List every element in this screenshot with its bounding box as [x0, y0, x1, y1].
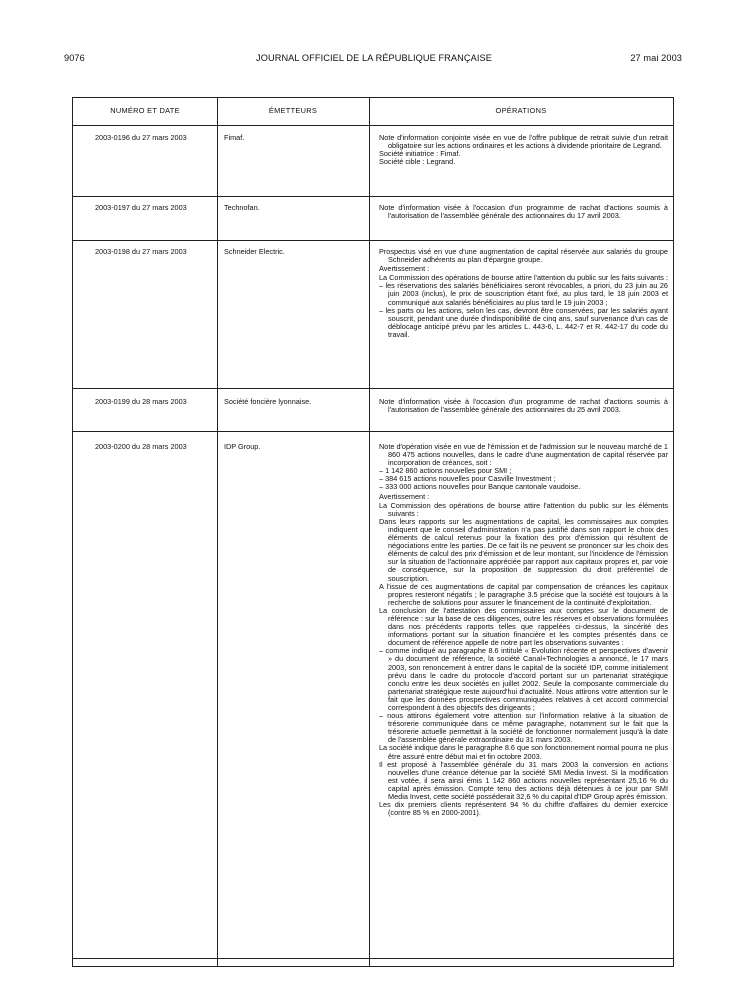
operations-bullet: – nous attirons également votre attention sur l'information relative à la situation de trésorerie communiquée dans ce même paragraphe, notamment sur le fait que la trésorerie actuelle permettait à la société de fonctionner normalement jusqu'à la date de l'assemblée générale extraordinaire du 31 mars 2003.: [379, 711, 668, 745]
column-header-operations: OPÉRATIONS: [495, 106, 547, 115]
column-header-emetteurs: ÉMETTEURS: [268, 106, 318, 115]
journal-title: JOURNAL OFFICIEL DE LA RÉPUBLIQUE FRANÇAISE: [256, 53, 492, 63]
operations-paragraph: A l'issue de ces augmentations de capital par compensation de créances les capitaux propres resteront négatifs ; le paragraphe 3.5 précise que la société est toujours à la recherche de solutions pour assurer le financement de la continuité d'exploitation.: [379, 581, 668, 607]
row-operations: [379, 134, 668, 166]
operations-paragraph: La Commission des opérations de bourse attire l'attention du public sur les éléments suivants :: [379, 500, 668, 518]
row-divider: [73, 196, 673, 197]
operations-bullet: – comme indiqué au paragraphe 8.6 intitulé « Evolution récente et perspectives d'avenir » du document de référence, la société Canal+Technologies a annoncé, le 17 mars 2003, son renoncement à entrer dans le capital de la société IDP, comme initialement prévu dans le cadre du protocole d'accord portant sur un partenariat stratégique conclu entre les deux sociétés en juillet 2002. Seule la composante commerciale du partenariat stratégique reste aujourd'hui d'actualité. Nous attirons votre attention sur le fait que les données prospectives communiquées relatives à cet accord commercial correspondent à des objectifs des dirigeants ;: [379, 646, 668, 712]
operations-paragraph: La Commission des opérations de bourse attire l'attention du public sur les faits suivants :: [379, 273, 668, 283]
row-divider: [73, 431, 673, 432]
row-emetteur: Technofan.: [224, 203, 260, 212]
column-header-numero: NUMÉRO ET DATE: [110, 106, 180, 115]
operations-bullet: – les réservations des salariés bénéficiaires seront révocables, a priori, du 23 juin au 26 juin 2003 (inclus), le prix de souscription étant fixé, au plus tard, le 18 juin 2003 et communiqué aux salariés bénéficiaires au plus tard le 19 juin 2003 ;: [379, 281, 668, 307]
row-numero: 2003-0197 du 27 mars 2003: [95, 203, 187, 212]
row-divider: [73, 240, 673, 241]
row-emetteur: Fimaf.: [224, 133, 245, 142]
row-operations: [379, 204, 668, 220]
operations-paragraph: Note d'opération visée en vue de l'émission et de l'admission sur le nouveau marché de 1 860 475 actions nouvelles, dans le cadre d'une augmentation de capital réservée par incorporation de créances, soit :: [379, 442, 668, 468]
operations-bullet: – les parts ou les actions, selon les cas, devront être conservées, par les salariés ayant souscrit, pendant une durée d'indisponibilité de cinq ans, sauf survenance d'un cas de déblocage anticipé prévu par les articles L. 443-6, L. 442-7 et R. 442-17 du code du travail.: [379, 305, 668, 339]
operations-bullet: – 384 615 actions nouvelles pour Casville Investment ;: [379, 474, 556, 484]
row-numero: 2003-0198 du 27 mars 2003: [95, 247, 187, 256]
row-divider: [73, 388, 673, 389]
row-operations: [379, 248, 668, 339]
operations-paragraph: Avertissement :: [379, 264, 430, 274]
issue-date: 27 mai 2003: [630, 53, 682, 63]
row-numero: 2003-0200 du 28 mars 2003: [95, 442, 187, 451]
row-numero: 2003-0196 du 27 mars 2003: [95, 133, 187, 142]
operations-table: [72, 97, 674, 967]
operations-paragraph: Les dix premiers clients représentent 94 % du chiffre d'affaires du dernier exercice (contre 85 % en 2000-2001).: [379, 800, 668, 818]
operations-paragraph: Note d'information visée à l'occasion d'un programme de rachat d'actions soumis à l'autorisation de l'assemblée générale des actionnaires du 17 avril 2003.: [379, 203, 668, 221]
operations-paragraph: Note d'information conjointe visée en vue de l'offre publique de retrait suivie d'un retrait obligatoire sur les actions ordinaires et les actions à dividende prioritaire de Legrand.: [379, 133, 668, 151]
operations-paragraph: Avertissement :: [379, 491, 430, 501]
operations-paragraph: Société initiatrice : Fimaf.: [379, 149, 461, 159]
row-divider: [73, 958, 673, 959]
operations-paragraph: La conclusion de l'attestation des commissaires aux comptes sur le document de référence : sur la base de ces diligences, outre les réserves et observations formulées dans nos précédents rapports telles que rappelées ci-dessus, la sincérité des informations portant sur la situation financière et les comptes présentés dans ce document de référence appelle de notre part les observations suivantes :: [379, 605, 668, 648]
operations-paragraph: Prospectus visé en vue d'une augmentation de capital réservée aux salariés du groupe Schneider adhérents au plan d'épargne groupe.: [379, 247, 668, 265]
row-operations: [379, 398, 668, 414]
row-numero: 2003-0199 du 28 mars 2003: [95, 397, 187, 406]
operations-paragraph: Dans leurs rapports sur les augmentations de capital, les commissaires aux comptes indiquent que le conseil d'administration n'a pas justifié dans son rapport le choix des éléments de calcul retenus pour la fixation des prix d'émission qui résultent de négociations entre les parties. De ce fait ils ne peuvent se prononcer sur les choix des éléments de calcul des prix d'émission et de leur montant, sur l'incidence de l'émission sur la situation de l'actionnaire appréciée par rapport aux capitaux propres et, par voie de conséquence, sur la proposition de suppression du droit préférentiel de souscription.: [379, 516, 668, 583]
column-divider: [369, 98, 370, 966]
column-divider: [217, 98, 218, 966]
row-emetteur: IDP Group.: [224, 442, 261, 451]
operations-paragraph: Société cible : Legrand.: [379, 157, 456, 167]
operations-paragraph: Il est proposé à l'assemblée générale du 31 mars 2003 la conversion en actions nouvelles d'une créance détenue par la société SMI Media Invest. Si la modification est votée, il sera ainsi émis 1 142 860 actions nouvelles représentant 25,16 % du capital après émission. Compte tenu des actions déjà détenues à ce jour par SMI Media Invest, cette société posséderait 32,6 % du capital d'IDP Group après émission.: [379, 759, 668, 802]
row-emetteur: Société foncière lyonnaise.: [224, 397, 312, 406]
page-number: 9076: [64, 53, 85, 63]
operations-bullet: – 333 000 actions nouvelles pour Banque cantonale vaudoise.: [379, 482, 581, 492]
header-rule: [73, 125, 673, 126]
row-emetteur: Schneider Electric.: [224, 247, 285, 256]
operations-paragraph: La société indique dans le paragraphe 8.6 que son fonctionnement normal pourra ne plus être assuré entre début mai et fin octobre 2003.: [379, 743, 668, 761]
row-operations: [379, 443, 668, 817]
operations-bullet: – 1 142 860 actions nouvelles pour SMI ;: [379, 466, 512, 476]
operations-paragraph: Note d'information visée à l'occasion d'un programme de rachat d'actions soumis à l'autorisation de l'assemblée générale des actionnaires du 25 avril 2003.: [379, 397, 668, 415]
